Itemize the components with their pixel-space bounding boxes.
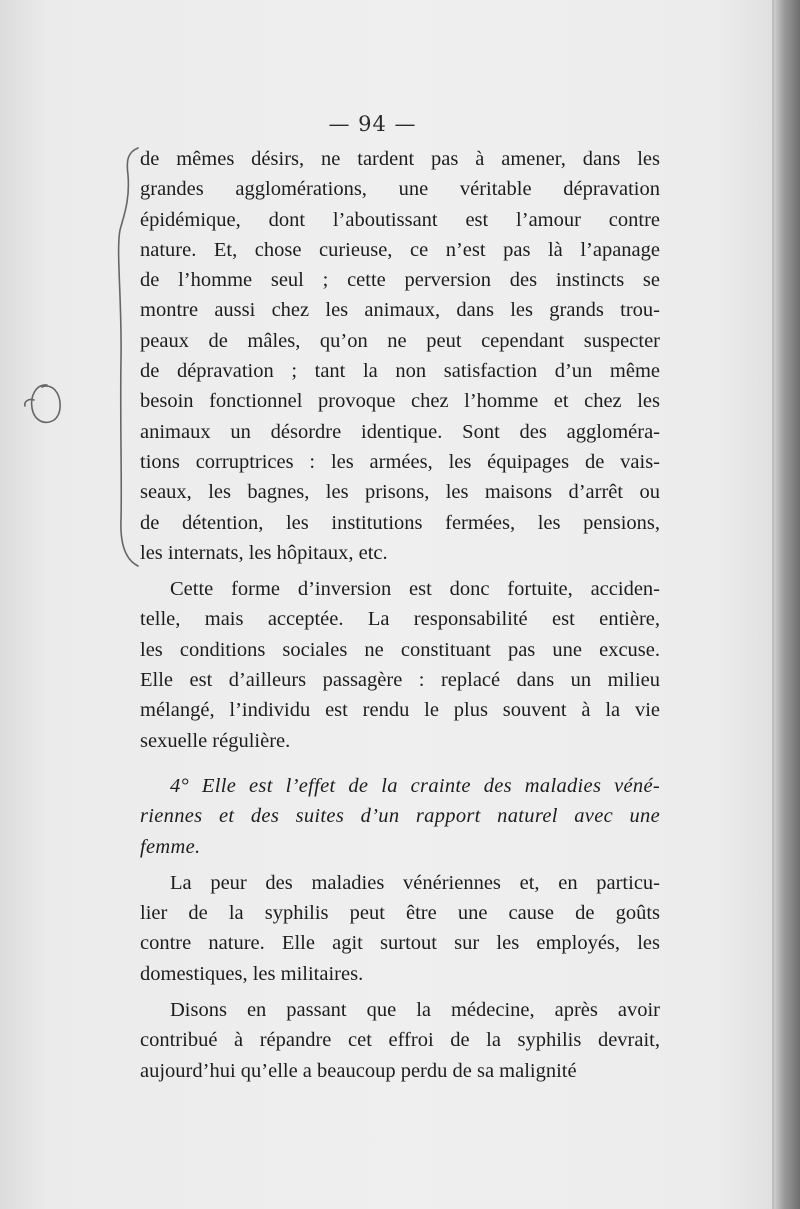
text-line: tions corruptrices : les armées, les équipages de vais- (140, 450, 660, 473)
text-line: riennes et des suites d’un rapport naturel avec une (140, 805, 660, 828)
text-line: aujourd’hui qu’elle a beaucoup perdu de sa malignité (140, 1059, 577, 1082)
pencil-margin-bracket (119, 148, 138, 566)
text-line: besoin fonctionnel provoque chez l’homme et chez les (140, 390, 660, 413)
text-line: 4° Elle est l’effet de la crainte des maladies véné- (170, 774, 660, 797)
text-line: Disons en passant que la médecine, après avoir (170, 999, 660, 1022)
pencil-zero-mark (25, 385, 60, 422)
paragraph (140, 868, 660, 989)
page-number: — 94 — (328, 112, 417, 136)
text-line: contre nature. Elle agit surtout sur les employés, les (140, 932, 660, 955)
text-line: peaux de mâles, qu’on ne peut cependant suspecter (140, 329, 660, 352)
italic-heading-paragraph (140, 771, 660, 862)
text-line: les internats, les hôpitaux, etc. (140, 541, 388, 564)
paragraph (140, 144, 660, 568)
text-line: domestiques, les militaires. (140, 962, 364, 985)
text-line: Cette forme d’inversion est donc fortuite, acciden- (170, 578, 660, 601)
body-text (140, 144, 660, 1086)
text-line: mélangé, l’individu est rendu le plus souvent à la vie (140, 699, 660, 722)
text-line: de mêmes désirs, ne tardent pas à amener, dans les (140, 148, 660, 170)
text-line: de l’homme seul ; cette perversion des instincts se (140, 269, 660, 292)
text-line: nature. Et, chose curieuse, ce n’est pas là l’apanage (140, 238, 660, 261)
text-line: La peur des maladies vénériennes et, en particu- (170, 871, 660, 894)
text-line: montre aussi chez les animaux, dans les grands trou- (140, 299, 660, 322)
text-line: grandes agglomérations, une véritable dépravation (140, 178, 660, 201)
text-line: lier de la syphilis peut être une cause de goûts (140, 902, 660, 925)
text-line: seaux, les bagnes, les prisons, les maisons d’arrêt ou (140, 481, 660, 504)
text-line: épidémique, dont l’aboutissant est l’amour contre (140, 208, 660, 231)
paragraph (140, 995, 660, 1086)
text-line: de dépravation ; tant la non satisfaction d’un même (140, 360, 660, 383)
text-line: de détention, les institutions fermées, les pensions, (140, 511, 660, 534)
text-line: Elle est d’ailleurs passagère : replacé dans un milieu (140, 669, 660, 692)
paragraph (140, 574, 660, 756)
binding-edge (774, 0, 800, 1209)
text-line: sexuelle régulière. (140, 729, 291, 752)
text-line: les conditions sociales ne constituant pas une excuse. (140, 638, 660, 661)
pencil-bracket-annotation (0, 0, 160, 600)
text-line: contribué à répandre cet effroi de la syphilis devrait, (140, 1029, 660, 1052)
text-line: animaux un désordre identique. Sont des aggloméra- (140, 420, 660, 443)
text-line: telle, mais acceptée. La responsabilité est entière, (140, 608, 660, 631)
text-line: femme. (140, 835, 201, 858)
